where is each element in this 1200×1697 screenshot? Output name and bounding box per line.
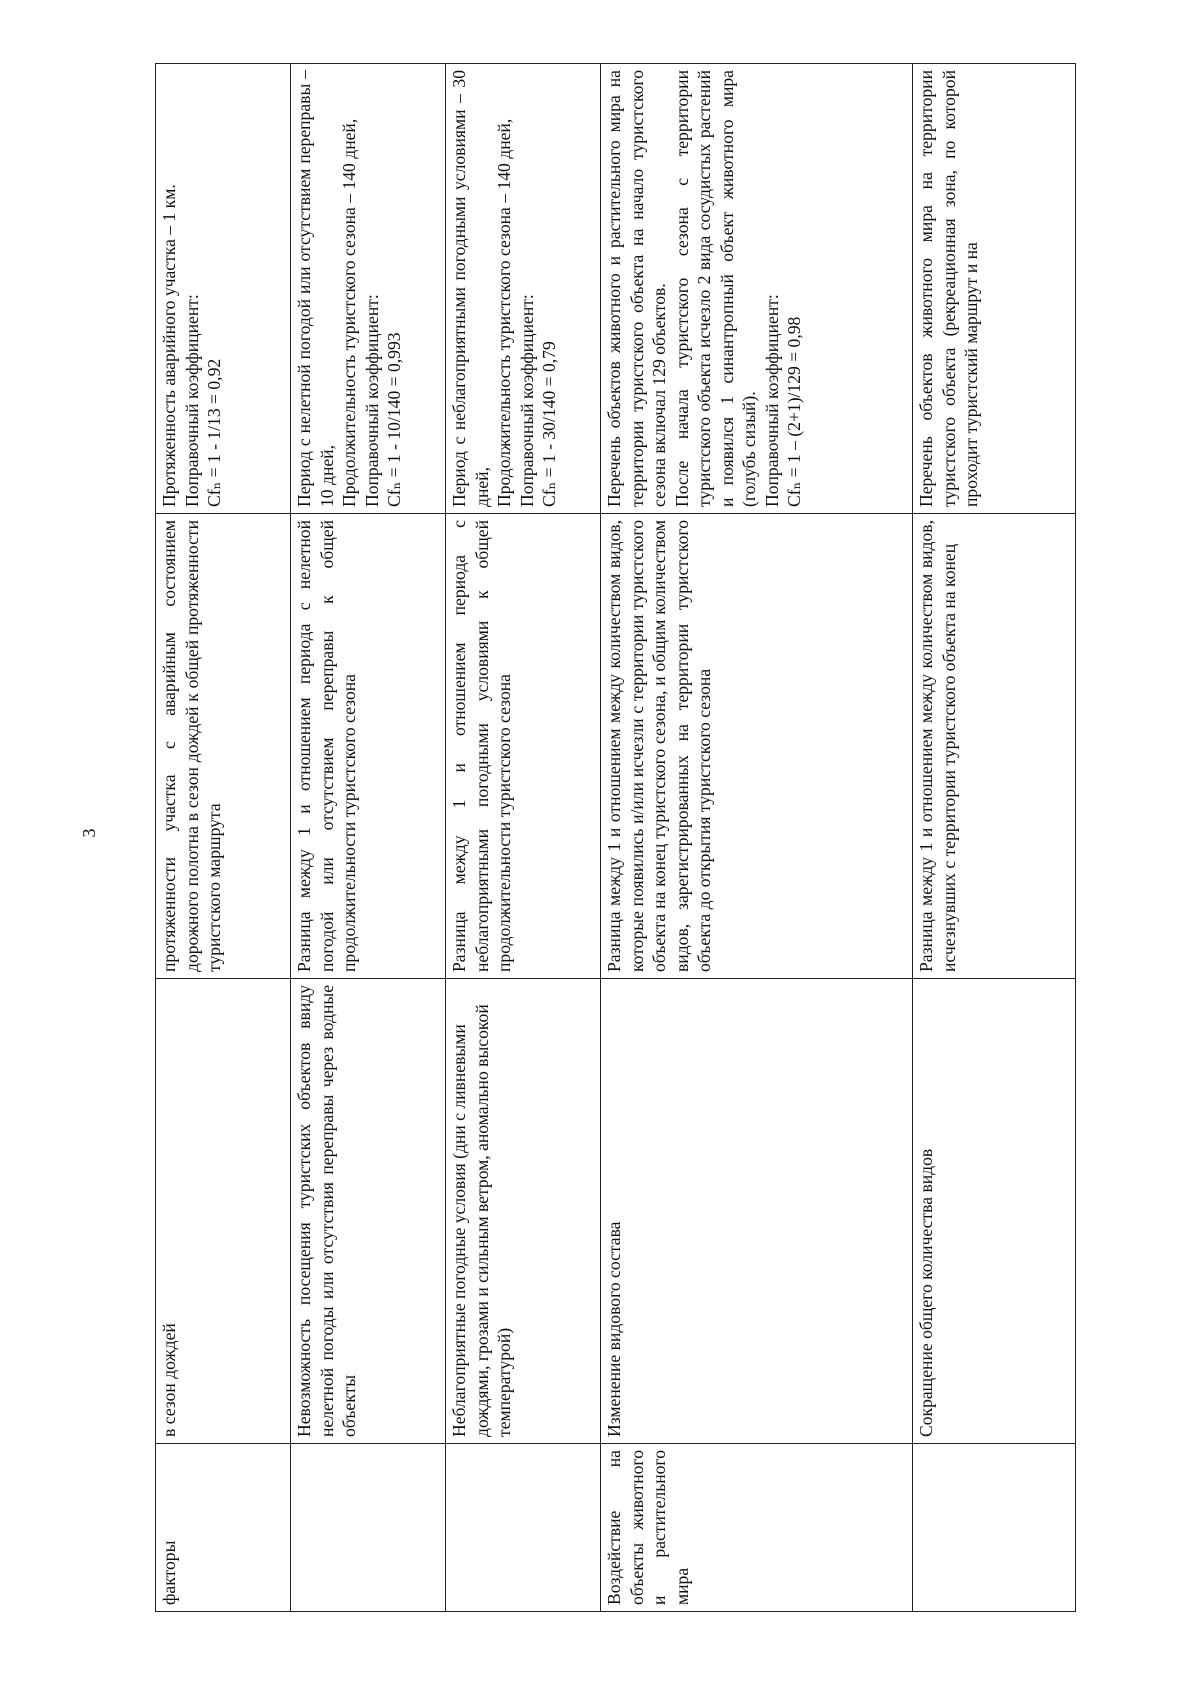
example-line: Cfₙ = 1 - 30/140 = 0,79 — [539, 341, 560, 507]
factor-cell — [291, 1444, 446, 1612]
example-line: Поправочный коэффициент: — [181, 294, 202, 507]
example-line: Поправочный коэффициент: — [516, 294, 537, 507]
page-number: 3 — [79, 828, 99, 838]
example-line: Протяженность аварийного участка – 1 км. — [159, 184, 179, 507]
table-row — [446, 64, 601, 1612]
table-row — [291, 64, 446, 1612]
method-cell: протяженности участка с аварийным состоянием дорожного полотна в сезон дождей к общей протяженности туристского маршрута — [156, 514, 291, 979]
factor-cell — [446, 1444, 601, 1612]
example-line: Период с нелетной погодой или отсутствием переправы – 10 дней, — [294, 70, 337, 507]
method-cell: Разница между 1 и отношением между количеством видов, которые появились и/или исчезли с территории туристского объекта на конец туристского сезона, и общим количеством видов, зарегистрированных на территории туристского объекта до открытия туристского сезона — [601, 514, 913, 979]
method-cell: Разница между 1 и отношением периода с нелетной погодой или отсутствием переправы к общей продолжительности туристского сезона — [291, 514, 446, 979]
example-cell — [913, 64, 1076, 514]
example-line: Период с неблагоприятными погодными условиями – 30 дней, — [449, 70, 492, 507]
example-line: Продолжительность туристского сезона – 140 дней, — [494, 118, 515, 507]
example-line: Поправочный коэффициент: — [761, 294, 782, 507]
factor-cell: факторы — [156, 1444, 291, 1612]
example-cell — [156, 64, 291, 514]
indicator-cell: Изменение видового состава — [601, 979, 913, 1444]
table-row — [156, 64, 291, 1612]
table-row — [601, 64, 913, 1612]
example-line: После начала туристского сезона с территории туристского объекта исчезло 2 вида сосудистых растений и появился 1 синантропный объект животного мира (голубь сизый). — [671, 70, 760, 507]
method-cell: Разница между 1 и отношением между количеством видов, исчезнувших с территории туристского объекта на конец — [913, 514, 1076, 979]
indicator-cell: Сокращение общего количества видов — [913, 979, 1076, 1444]
example-line: Cfₙ = 1 - 10/140 = 0,993 — [384, 332, 405, 507]
rotated-table-container — [155, 64, 1075, 1612]
method-cell: Разница между 1 и отношением периода с неблагоприятными погодными условиями к общей продолжительности туристского сезона — [446, 514, 601, 979]
example-line: Поправочный коэффициент: — [361, 294, 382, 507]
example-cell — [291, 64, 446, 514]
factor-cell: Воздействие на объекты животного и растительного мира — [601, 1444, 913, 1612]
table-row — [913, 64, 1076, 1612]
example-cell — [601, 64, 913, 514]
example-line: Cfₙ = 1 – (2+1)/129 = 0,98 — [784, 316, 805, 507]
example-line: Перечень объектов животного мира на территории туристского объекта (рекреационная зона, по которой проходит туристский маршрут и на — [916, 70, 982, 507]
indicator-cell: Неблагоприятные погодные условия (дни с ливневыми дождями, грозами и сильным ветром, аномально высокой температурой) — [446, 979, 601, 1444]
example-line: Cfₙ = 1 - 1/13 = 0,92 — [204, 358, 225, 507]
example-cell — [446, 64, 601, 514]
indicator-cell: в сезон дождей — [156, 979, 291, 1444]
indicator-cell: Невозможность посещения туристских объектов ввиду нелетной погоды или отсутствия переправы через водные объекты — [291, 979, 446, 1444]
coefficients-table — [155, 63, 1076, 1612]
factor-cell — [913, 1444, 1076, 1612]
example-line: Продолжительность туристского сезона – 140 дней, — [339, 118, 360, 507]
example-line: Перечень объектов животного и растительного мира на территории туристского объекта на начало туристского сезона включал 129 объектов. — [604, 70, 670, 507]
